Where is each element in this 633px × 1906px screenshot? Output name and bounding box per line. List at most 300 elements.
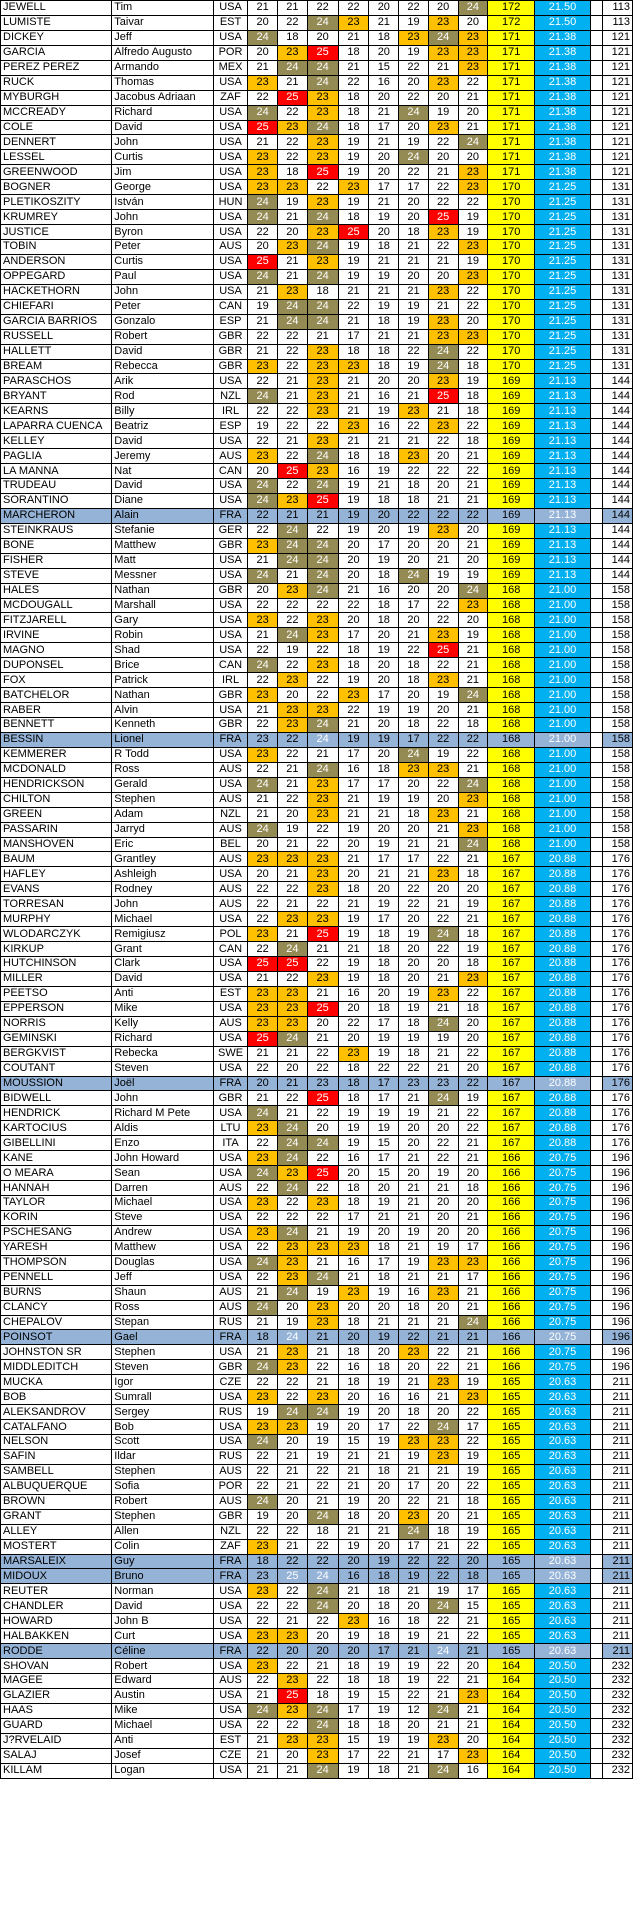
score-cell: 23 <box>248 688 278 703</box>
score-cell: 21 <box>248 1091 278 1106</box>
score-cell: 24 <box>307 60 338 75</box>
score-cell: 25 <box>338 225 369 240</box>
score-cell: 22 <box>278 449 308 464</box>
score-cell: 22 <box>307 598 338 613</box>
score-cell: 16 <box>369 389 399 404</box>
score-cell: 19 <box>399 1659 429 1674</box>
country-cell: USA <box>213 1255 248 1270</box>
table-row <box>1 1151 633 1166</box>
total-cell: 169 <box>488 553 535 568</box>
score-cell: 20 <box>399 688 429 703</box>
firstname-cell: Jeff <box>112 1270 213 1285</box>
average-cell: 20.88 <box>535 1031 591 1046</box>
average-cell: 20.63 <box>535 1614 591 1629</box>
score-cell: 20 <box>458 314 488 329</box>
firstname-cell: Alfredo Augusto <box>112 45 213 60</box>
firstname-cell: Joël <box>112 1076 213 1091</box>
score-cell: 19 <box>428 1584 458 1599</box>
score-cell: 20 <box>458 1225 488 1240</box>
score-cell: 15 <box>369 1688 399 1703</box>
score-cell: 23 <box>307 1196 338 1211</box>
surname-cell: LA MANNA <box>1 464 112 479</box>
score-cell: 21 <box>369 1524 399 1539</box>
total-cell: 168 <box>488 688 535 703</box>
surname-cell: BURNS <box>1 1285 112 1300</box>
total-cell: 169 <box>488 493 535 508</box>
score-cell: 20 <box>428 583 458 598</box>
score-cell: 20 <box>399 75 429 90</box>
score-cell: 24 <box>248 1106 278 1121</box>
table-row <box>1 1166 633 1181</box>
score-cell: 20 <box>307 1644 338 1659</box>
score-cell: 22 <box>428 180 458 195</box>
table-row <box>1 852 633 867</box>
score-cell: 19 <box>338 135 369 150</box>
country-cell: AUS <box>213 897 248 912</box>
score-cell: 23 <box>248 986 278 1001</box>
country-cell: CAN <box>213 464 248 479</box>
firstname-cell: Richard <box>112 105 213 120</box>
score-cell: 22 <box>278 15 308 30</box>
rank-cell: 232 <box>603 1718 633 1733</box>
spacer-cell <box>590 568 602 583</box>
surname-cell: CATALFANO <box>1 1420 112 1435</box>
score-cell: 24 <box>248 479 278 494</box>
country-cell: GBR <box>213 538 248 553</box>
country-cell: USA <box>213 628 248 643</box>
score-cell: 23 <box>248 1584 278 1599</box>
score-cell: 17 <box>369 912 399 927</box>
surname-cell: RODDE <box>1 1644 112 1659</box>
surname-cell: PEETSO <box>1 986 112 1001</box>
total-cell: 171 <box>488 150 535 165</box>
score-cell: 22 <box>458 1479 488 1494</box>
score-cell: 21 <box>399 1763 429 1778</box>
surname-cell: SORANTINO <box>1 493 112 508</box>
table-row <box>1 1703 633 1718</box>
score-cell: 19 <box>338 1688 369 1703</box>
table-row <box>1 688 633 703</box>
country-cell: BEL <box>213 837 248 852</box>
total-cell: 166 <box>488 1315 535 1330</box>
table-row <box>1 1181 633 1196</box>
total-cell: 167 <box>488 1001 535 1016</box>
score-cell: 20 <box>428 479 458 494</box>
score-cell: 20 <box>399 613 429 628</box>
firstname-cell: Steven <box>112 1360 213 1375</box>
score-cell: 23 <box>278 493 308 508</box>
rank-cell: 144 <box>603 553 633 568</box>
average-cell: 21.25 <box>535 329 591 344</box>
average-cell: 21.38 <box>535 165 591 180</box>
score-cell: 25 <box>307 1166 338 1181</box>
score-cell: 21 <box>428 837 458 852</box>
average-cell: 20.88 <box>535 1106 591 1121</box>
score-cell: 22 <box>248 1718 278 1733</box>
average-cell: 21.25 <box>535 254 591 269</box>
score-cell: 24 <box>307 75 338 90</box>
score-cell: 21 <box>278 269 308 284</box>
score-cell: 18 <box>338 1061 369 1076</box>
surname-cell: HAAS <box>1 1703 112 1718</box>
score-cell: 22 <box>307 1 338 16</box>
spacer-cell <box>590 1733 602 1748</box>
score-cell: 18 <box>338 1674 369 1689</box>
total-cell: 167 <box>488 1016 535 1031</box>
score-cell: 19 <box>338 1405 369 1420</box>
score-cell: 21 <box>338 1584 369 1599</box>
score-cell: 19 <box>369 703 399 718</box>
rank-cell: 232 <box>603 1703 633 1718</box>
surname-cell: KILLAM <box>1 1763 112 1778</box>
score-cell: 20 <box>278 1300 308 1315</box>
total-cell: 164 <box>488 1718 535 1733</box>
score-cell: 21 <box>399 240 429 255</box>
score-cell: 21 <box>278 1106 308 1121</box>
score-cell: 20 <box>248 1076 278 1091</box>
score-cell: 18 <box>458 718 488 733</box>
country-cell: USA <box>213 1435 248 1450</box>
score-cell: 18 <box>399 1405 429 1420</box>
score-cell: 21 <box>399 434 429 449</box>
score-cell: 21 <box>278 508 308 523</box>
spacer-cell <box>590 120 602 135</box>
score-cell: 19 <box>338 957 369 972</box>
score-cell: 20 <box>428 1225 458 1240</box>
score-cell: 21 <box>458 1509 488 1524</box>
score-cell: 23 <box>307 613 338 628</box>
country-cell: AUS <box>213 1016 248 1031</box>
table-row <box>1 1061 633 1076</box>
average-cell: 20.63 <box>535 1509 591 1524</box>
spacer-cell <box>590 493 602 508</box>
country-cell: GBR <box>213 1509 248 1524</box>
score-cell: 21 <box>338 852 369 867</box>
score-cell: 23 <box>428 314 458 329</box>
score-cell: 24 <box>307 1584 338 1599</box>
score-cell: 20 <box>458 1031 488 1046</box>
country-cell: USA <box>213 1703 248 1718</box>
spacer-cell <box>590 165 602 180</box>
score-cell: 19 <box>399 15 429 30</box>
score-cell: 22 <box>428 1360 458 1375</box>
score-cell: 22 <box>278 1599 308 1614</box>
score-cell: 20 <box>338 1166 369 1181</box>
score-cell: 23 <box>278 912 308 927</box>
total-cell: 169 <box>488 508 535 523</box>
spacer-cell <box>590 1300 602 1315</box>
score-cell: 24 <box>307 120 338 135</box>
average-cell: 21.00 <box>535 837 591 852</box>
score-cell: 16 <box>458 1763 488 1778</box>
score-cell: 23 <box>428 1733 458 1748</box>
score-cell: 22 <box>307 1554 338 1569</box>
score-cell: 24 <box>399 150 429 165</box>
score-cell: 21 <box>338 807 369 822</box>
score-cell: 23 <box>428 1076 458 1091</box>
score-cell: 21 <box>278 389 308 404</box>
spacer-cell <box>590 1121 602 1136</box>
score-cell: 20 <box>338 867 369 882</box>
score-cell: 18 <box>369 568 399 583</box>
table-row <box>1 673 633 688</box>
firstname-cell: Jeff <box>112 30 213 45</box>
table-row <box>1 120 633 135</box>
surname-cell: ALEKSANDROV <box>1 1405 112 1420</box>
rank-cell: 211 <box>603 1539 633 1554</box>
score-cell: 22 <box>458 284 488 299</box>
score-cell: 23 <box>248 927 278 942</box>
firstname-cell: Stefanie <box>112 523 213 538</box>
score-cell: 22 <box>248 912 278 927</box>
rank-cell: 211 <box>603 1584 633 1599</box>
average-cell: 20.50 <box>535 1733 591 1748</box>
spacer-cell <box>590 1703 602 1718</box>
score-cell: 22 <box>278 344 308 359</box>
score-cell: 24 <box>428 30 458 45</box>
score-cell: 22 <box>399 419 429 434</box>
rank-cell: 176 <box>603 882 633 897</box>
score-cell: 25 <box>428 643 458 658</box>
surname-cell: GARCIA BARRIOS <box>1 314 112 329</box>
total-cell: 170 <box>488 254 535 269</box>
score-cell: 23 <box>458 1688 488 1703</box>
country-cell: USA <box>213 30 248 45</box>
score-cell: 23 <box>428 1255 458 1270</box>
spacer-cell <box>590 269 602 284</box>
score-cell: 20 <box>369 1509 399 1524</box>
score-cell: 22 <box>248 1614 278 1629</box>
table-row <box>1 1345 633 1360</box>
spacer-cell <box>590 1330 602 1345</box>
average-cell: 21.13 <box>535 538 591 553</box>
total-cell: 170 <box>488 240 535 255</box>
country-cell: FRA <box>213 508 248 523</box>
score-cell: 22 <box>248 897 278 912</box>
rank-cell: 232 <box>603 1674 633 1689</box>
score-cell: 24 <box>307 1718 338 1733</box>
rank-cell: 144 <box>603 508 633 523</box>
country-cell: FRA <box>213 1330 248 1345</box>
score-cell: 20 <box>278 1748 308 1763</box>
score-cell: 22 <box>399 1494 429 1509</box>
surname-cell: CLANCY <box>1 1300 112 1315</box>
country-cell: USA <box>213 1584 248 1599</box>
spacer-cell <box>590 628 602 643</box>
score-cell: 24 <box>278 1151 308 1166</box>
score-cell: 22 <box>307 1061 338 1076</box>
firstname-cell: Scott <box>112 1435 213 1450</box>
firstname-cell: Rebecka <box>112 1046 213 1061</box>
table-row <box>1 479 633 494</box>
total-cell: 166 <box>488 1181 535 1196</box>
country-cell: USA <box>213 613 248 628</box>
rank-cell: 211 <box>603 1449 633 1464</box>
total-cell: 171 <box>488 165 535 180</box>
score-cell: 22 <box>278 1554 308 1569</box>
average-cell: 20.63 <box>535 1420 591 1435</box>
rank-cell: 211 <box>603 1405 633 1420</box>
average-cell: 21.25 <box>535 180 591 195</box>
score-cell: 22 <box>248 1644 278 1659</box>
score-cell: 21 <box>428 897 458 912</box>
score-cell: 20 <box>369 882 399 897</box>
score-cell: 24 <box>307 210 338 225</box>
rank-cell: 211 <box>603 1464 633 1479</box>
score-cell: 23 <box>248 165 278 180</box>
score-cell: 19 <box>399 1225 429 1240</box>
firstname-cell: Lionel <box>112 732 213 747</box>
total-cell: 168 <box>488 598 535 613</box>
score-cell: 19 <box>369 553 399 568</box>
score-cell: 22 <box>307 1360 338 1375</box>
score-cell: 17 <box>369 777 399 792</box>
score-cell: 23 <box>278 1629 308 1644</box>
total-cell: 169 <box>488 479 535 494</box>
score-cell: 19 <box>248 299 278 314</box>
score-cell: 22 <box>428 942 458 957</box>
total-cell: 164 <box>488 1688 535 1703</box>
surname-cell: GREENWOOD <box>1 165 112 180</box>
score-cell: 24 <box>458 1315 488 1330</box>
score-cell: 21 <box>369 105 399 120</box>
score-cell: 22 <box>278 613 308 628</box>
score-cell: 19 <box>399 1674 429 1689</box>
score-cell: 20 <box>458 1196 488 1211</box>
surname-cell: PSCHESANG <box>1 1225 112 1240</box>
score-cell: 21 <box>248 807 278 822</box>
total-cell: 170 <box>488 359 535 374</box>
average-cell: 21.00 <box>535 718 591 733</box>
score-cell: 22 <box>278 1659 308 1674</box>
score-cell: 23 <box>278 240 308 255</box>
score-cell: 22 <box>248 598 278 613</box>
spacer-cell <box>590 1225 602 1240</box>
score-cell: 18 <box>399 493 429 508</box>
firstname-cell: David <box>112 344 213 359</box>
surname-cell: LUMISTE <box>1 15 112 30</box>
score-cell: 20 <box>248 583 278 598</box>
spacer-cell <box>590 210 602 225</box>
rank-cell: 176 <box>603 1106 633 1121</box>
average-cell: 21.25 <box>535 359 591 374</box>
score-cell: 21 <box>278 777 308 792</box>
score-cell: 17 <box>369 1016 399 1031</box>
score-cell: 21 <box>428 1061 458 1076</box>
score-cell: 18 <box>369 1584 399 1599</box>
average-cell: 20.75 <box>535 1240 591 1255</box>
table-row <box>1 732 633 747</box>
table-row <box>1 658 633 673</box>
spacer-cell <box>590 419 602 434</box>
table-row <box>1 1420 633 1435</box>
score-cell: 16 <box>369 75 399 90</box>
score-cell: 18 <box>369 1629 399 1644</box>
total-cell: 169 <box>488 568 535 583</box>
total-cell: 164 <box>488 1763 535 1778</box>
score-cell: 24 <box>307 1599 338 1614</box>
score-cell: 24 <box>248 389 278 404</box>
score-cell: 24 <box>307 449 338 464</box>
score-cell: 19 <box>458 225 488 240</box>
score-cell: 20 <box>338 613 369 628</box>
average-cell: 20.63 <box>535 1629 591 1644</box>
total-cell: 167 <box>488 897 535 912</box>
score-cell: 21 <box>248 284 278 299</box>
average-cell: 21.00 <box>535 673 591 688</box>
score-cell: 19 <box>369 1659 399 1674</box>
spacer-cell <box>590 344 602 359</box>
average-cell: 20.50 <box>535 1659 591 1674</box>
spacer-cell <box>590 688 602 703</box>
score-cell: 24 <box>278 1181 308 1196</box>
score-cell: 19 <box>338 1494 369 1509</box>
table-row <box>1 553 633 568</box>
total-cell: 167 <box>488 1106 535 1121</box>
score-cell: 21 <box>278 434 308 449</box>
firstname-cell: Robert <box>112 1659 213 1674</box>
country-cell: AUS <box>213 449 248 464</box>
rank-cell: 144 <box>603 464 633 479</box>
table-row <box>1 986 633 1001</box>
score-cell: 23 <box>248 1151 278 1166</box>
table-row <box>1 927 633 942</box>
score-cell: 19 <box>399 1733 429 1748</box>
average-cell: 20.63 <box>535 1390 591 1405</box>
score-cell: 16 <box>338 464 369 479</box>
spacer-cell <box>590 1151 602 1166</box>
average-cell: 20.50 <box>535 1703 591 1718</box>
score-cell: 23 <box>428 1449 458 1464</box>
score-cell: 20 <box>278 1644 308 1659</box>
spacer-cell <box>590 1255 602 1270</box>
score-cell: 18 <box>369 1464 399 1479</box>
score-cell: 18 <box>399 673 429 688</box>
firstname-cell: John Howard <box>112 1151 213 1166</box>
score-cell: 15 <box>369 60 399 75</box>
score-cell: 19 <box>338 523 369 538</box>
total-cell: 171 <box>488 120 535 135</box>
rank-cell: 131 <box>603 240 633 255</box>
score-cell: 21 <box>369 254 399 269</box>
score-cell: 21 <box>248 1315 278 1330</box>
spacer-cell <box>590 1181 602 1196</box>
score-cell: 25 <box>428 389 458 404</box>
surname-cell: TORRESAN <box>1 897 112 912</box>
score-cell: 22 <box>338 75 369 90</box>
score-cell: 21 <box>369 434 399 449</box>
score-cell: 21 <box>428 404 458 419</box>
average-cell: 21.00 <box>535 658 591 673</box>
total-cell: 166 <box>488 1240 535 1255</box>
average-cell: 21.38 <box>535 45 591 60</box>
average-cell: 20.63 <box>535 1435 591 1450</box>
score-cell: 19 <box>399 703 429 718</box>
score-cell: 23 <box>248 613 278 628</box>
score-cell: 20 <box>307 1629 338 1644</box>
score-cell: 20 <box>369 45 399 60</box>
firstname-cell: Grantley <box>112 852 213 867</box>
surname-cell: BAUM <box>1 852 112 867</box>
total-cell: 169 <box>488 419 535 434</box>
country-cell: USA <box>213 1061 248 1076</box>
score-cell: 22 <box>278 359 308 374</box>
score-cell: 21 <box>458 1345 488 1360</box>
total-cell: 169 <box>488 434 535 449</box>
surname-cell: KANE <box>1 1151 112 1166</box>
score-cell: 19 <box>458 254 488 269</box>
score-cell: 23 <box>307 807 338 822</box>
